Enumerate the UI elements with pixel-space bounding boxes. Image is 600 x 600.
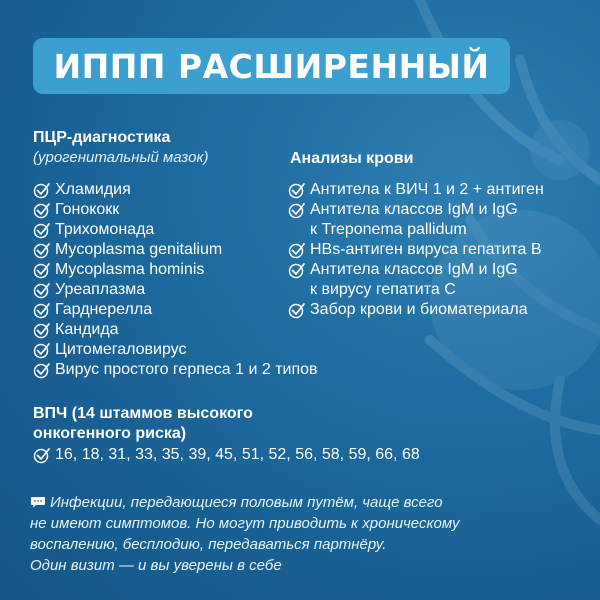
pcr-item-label: Уреаплазма xyxy=(55,281,146,298)
list-item xyxy=(33,220,318,240)
blood-item-line2: к Treponema pallidum xyxy=(310,221,467,238)
list-item xyxy=(288,200,544,240)
check-icon xyxy=(288,261,306,279)
title-banner xyxy=(33,38,510,94)
list-item xyxy=(33,320,318,340)
check-icon xyxy=(33,181,51,199)
check-icon xyxy=(288,241,306,259)
list-item xyxy=(33,360,318,380)
pcr-heading: ПЦР-диагностика xyxy=(33,129,171,146)
pcr-item-label: Вирус простого герпеса 1 и 2 типов xyxy=(55,361,318,378)
note-line-2: не имеют симптомов. Но могут приводить к хроническому xyxy=(30,515,460,532)
blood-item-text xyxy=(310,300,528,320)
check-icon xyxy=(33,241,51,259)
list-item xyxy=(33,180,318,200)
list-item xyxy=(288,180,544,200)
blood-item-text xyxy=(310,240,542,260)
check-icon xyxy=(33,321,51,339)
pcr-item-label: Гарднерелла xyxy=(55,301,153,318)
check-icon xyxy=(33,361,51,379)
blood-item-line1: Забор крови и биоматериала xyxy=(310,301,528,318)
blood-item-line1: HBs-антиген вируса гепатита В xyxy=(310,241,542,258)
check-icon xyxy=(33,446,51,464)
list-item xyxy=(33,200,318,220)
blood-item-line1: Антитела к ВИЧ 1 и 2 + антиген xyxy=(310,181,544,198)
info-note xyxy=(30,492,570,576)
blood-item-text xyxy=(310,180,544,200)
list-item xyxy=(33,280,318,300)
pcr-item-label: Гонококк xyxy=(55,201,120,218)
note-line-3: воспалению, бесплодию, передаваться партнёру. xyxy=(30,536,387,553)
pcr-subheading: (урогенитальный мазок) xyxy=(33,149,209,166)
hpv-heading-line2: онкогенного риска) xyxy=(33,425,187,442)
pcr-item-label: Mycoplasma hominis xyxy=(55,261,205,278)
blood-item-line2: к вирусу гепатита С xyxy=(310,281,456,298)
page-title: ИППП РАСШИРЕННЫЙ xyxy=(53,46,490,86)
list-item xyxy=(33,445,420,465)
check-icon xyxy=(33,341,51,359)
list-item xyxy=(288,260,544,300)
list-item xyxy=(33,240,318,260)
list-item xyxy=(288,240,544,260)
list-item xyxy=(33,340,318,360)
check-icon xyxy=(33,201,51,219)
check-icon xyxy=(288,201,306,219)
check-icon xyxy=(33,301,51,319)
hpv-heading-line1: ВПЧ (14 штаммов высокого xyxy=(33,405,253,422)
check-icon xyxy=(288,301,306,319)
list-item xyxy=(33,260,318,280)
blood-item-text xyxy=(310,260,518,300)
check-icon xyxy=(33,261,51,279)
blood-list xyxy=(288,180,544,320)
check-icon xyxy=(33,281,51,299)
pcr-list xyxy=(33,180,318,380)
blood-item-text xyxy=(310,200,518,240)
pcr-item-label: Кандида xyxy=(55,321,119,338)
blood-heading: Анализы крови xyxy=(290,150,414,167)
list-item xyxy=(288,300,544,320)
note-line-4: Один визит — и вы уверены в себе xyxy=(30,557,282,574)
hpv-strains: 16, 18, 31, 33, 35, 39, 45, 51, 52, 56, 58, 59, 66, 68 xyxy=(55,446,420,463)
check-icon xyxy=(33,221,51,239)
check-icon xyxy=(288,181,306,199)
hpv-list xyxy=(33,445,420,465)
list-item xyxy=(33,300,318,320)
note-line-1: Инфекции, передающиеся половым путём, чаще всего xyxy=(50,494,443,511)
pcr-item-label: Трихомонада xyxy=(55,221,155,238)
blood-item-line1: Антитела классов IgM и IgG xyxy=(310,261,518,278)
pcr-item-label: Mycoplasma genitalium xyxy=(55,241,223,258)
pcr-item-label: Хламидия xyxy=(55,181,131,198)
blood-item-line1: Антитела классов IgM и IgG xyxy=(310,201,518,218)
speech-bubble-icon xyxy=(30,496,46,508)
pcr-item-label: Цитомегаловирус xyxy=(55,341,187,358)
